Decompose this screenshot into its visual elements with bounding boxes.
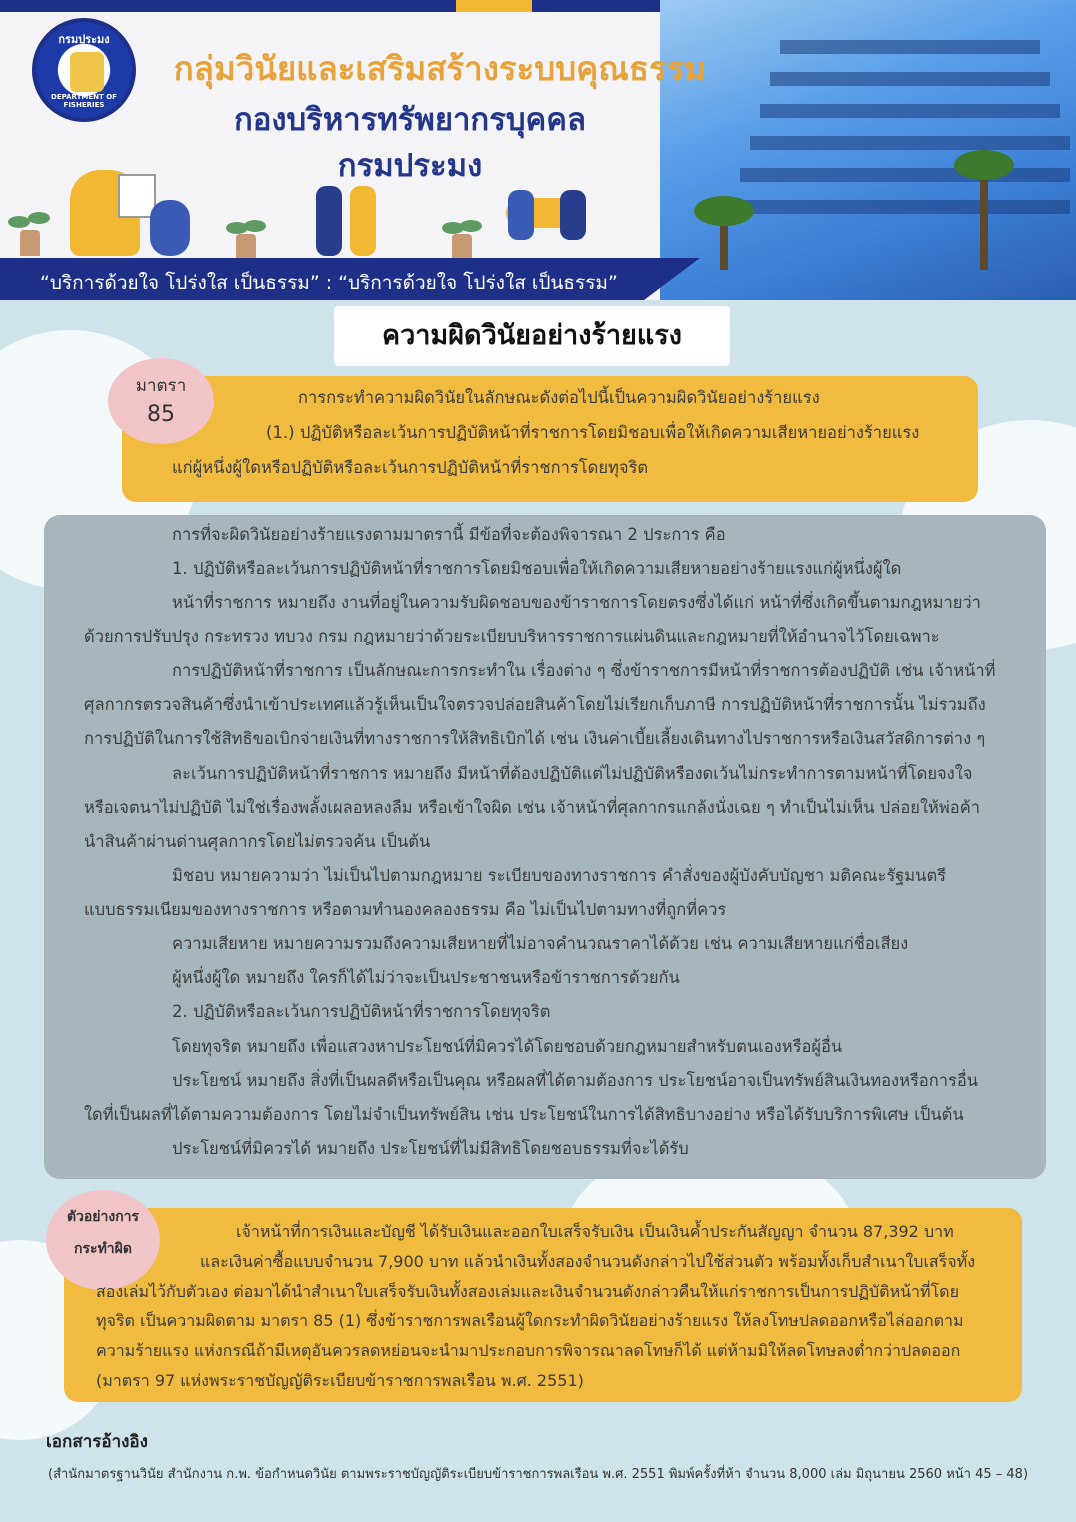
building-photo [660,0,1076,300]
explanation-line: 2. ปฏิบัติหรือละเว้นการปฏิบัติหน้าที่ราชการโดยทุจริต [172,1002,551,1021]
example-line: เจ้าหน้าที่การเงินและบัญชี ได้รับเงินและออกใบเสร็จรับเงิน เป็นเงินค้ำประกันสัญญา จำนวน 87,392 บาท [236,1222,954,1241]
header-title-1: กลุ่มวินัยและเสริมสร้างระบบคุณธรรม [173,49,707,88]
section-85-line: แก่ผู้หนึ่งผู้ใดหรือปฏิบัติหรือละเว้นการปฏิบัติหน้าที่ราชการโดยทุจริต [172,458,649,477]
section-85-badge [108,358,214,444]
explanation-line: ประโยชน์ หมายถึง สิ่งที่เป็นผลดีหรือเป็นคุณ หรือผลที่ได้ตามต้องการ ประโยชน์อาจเป็นทรัพย์สินเงินทองหรือการอื่น [172,1071,979,1090]
badge-label: มาตรา [135,376,187,396]
page-title: ความผิดวินัยอย่างร้ายแรง [334,306,730,366]
badge-number: 85 [147,402,175,427]
explanation-line: ประโยชน์ที่มิควรได้ หมายถึง ประโยชน์ที่ไม่มีสิทธิโดยชอบธรรมที่จะได้รับ [172,1139,689,1158]
page-header [0,0,1076,300]
motto-text: “บริการด้วยใจ โปร่งใส เป็นธรรม” : “บริการด้วยใจ โปร่งใส เป็นธรรม” [40,272,618,294]
explanation-line: การปฏิบัติในการใช้สิทธิขอเบิกจ่ายเงินที่ทางราชการให้สิทธิเบิกได้ เช่น เงินค่าเบี้ยเลี้ยงเดินทางไปราชการหรือเงินสวัสดิการต่าง ๆ [84,729,986,748]
explanation-line: ละเว้นการปฏิบัติหน้าที่ราชการ หมายถึง มีหน้าที่ต้องปฏิบัติแต่ไม่ปฏิบัติหรืองดเว้นไม่กระทำการตามหน้าที่โดยจงใจ [172,764,973,783]
explanation-line: หน้าที่ราชการ หมายถึง งานที่อยู่ในความรับผิดชอบของข้าราชการโดยตรงซึ่งได้แก่ หน้าที่ซึ่งเกิดขึ้นตามกฎหมายว่า [172,593,981,612]
example-line: สองเล่มไว้กับตัวเอง ต่อมาได้นำสำเนาใบเสร็จรับเงินทั้งสองเล่มและเงินจำนวนดังกล่าวคืนให้แก่ราชการเป็นการปฏิบัติหน้าที่โดย [96,1282,959,1301]
explanation-line: โดยทุจริต หมายถึง เพื่อแสวงหาประโยชน์ที่มิควรได้โดยชอบด้วยกฎหมายสำหรับตนเองหรือผู้อื่น [172,1037,843,1056]
explanation-line: ศุลกากรตรวจสินค้าซึ่งนำเข้าประเทศแล้วรู้เห็นเป็นใจตรวจปล่อยสินค้าโดยไม่เรียกเก็บภาษี การปฏิบัติหน้าที่ราชการนั้น ไม่รวมถึง [84,695,986,714]
explanation-line: 1. ปฏิบัติหรือละเว้นการปฏิบัติหน้าที่ราชการโดยมิชอบเพื่อให้เกิดความเสียหายอย่างร้ายแรงแก่ผู้หนึ่งผู้ใด [172,559,902,578]
header-stripe [0,0,760,12]
explanation-line: แบบธรรมเนียมของทางราชการ หรือตามทำนองคลองธรรม คือ ไม่เป็นไปตามทางที่ถูกที่ควร [84,900,727,919]
seal-top-text: กรมประมง [58,33,110,46]
example-line: ความร้ายแรง แห่งกรณีถ้ามีเหตุอันควรลดหย่อนจะนำมาประกอบการพิจารณาลดโทษก็ได้ แต่ห้ามมิให้ลดโทษลงต่ำกว่าปลดออก [96,1341,961,1360]
section-85-line: (1.) ปฏิบัติหรือละเว้นการปฏิบัติหน้าที่ราชการโดยมิชอบเพื่อให้เกิดความเสียหายอย่างร้ายแรง [266,423,920,442]
example-badge [46,1190,160,1290]
example-line: ทุจริต เป็นความผิดตาม มาตรา 85 (1) ซึ่งข้าราชการพลเรือนผู้ใดกระทำผิดวินัยอย่างร้ายแรง ให้ลงโทษปลดออกหรือไล่ออกตาม [96,1311,964,1330]
reference-label: เอกสารอ้างอิง [46,1432,148,1452]
explanation-line: หรือเจตนาไม่ปฏิบัติ ไม่ใช่เรื่องพลั้งเผลอหลงลืม หรือเข้าใจผิด เช่น เจ้าหน้าที่ศุลกากรแกล้งนั่งเฉย ๆ ทำเป็นไม่เห็น ปล่อยให้พ่อค้า [84,798,980,817]
example-badge-line: กระทำผิด [74,1241,132,1257]
seal-emblem-icon [70,52,104,92]
explanation-line: ด้วยการปรับปรุง กระทรวง ทบวง กรม กฎหมายว่าด้วยระเบียบบริหารราชการแผ่นดินและกฎหมายที่ให้อำนาจไว้โดยเฉพาะ [84,627,940,646]
section-85-line: การกระทำความผิดวินัยในลักษณะดังต่อไปนี้เป็นความผิดวินัยอย่างร้ายแรง [298,388,820,407]
explanation-line: การที่จะผิดวินัยอย่างร้ายแรงตามมาตรานี้ มีข้อที่จะต้องพิจารณา 2 ประการ คือ [172,525,726,544]
department-seal-logo [32,18,136,122]
explanation-line: มิชอบ หมายความว่า ไม่เป็นไปตามกฎหมาย ระเบียบของทางราชการ คำสั่งของผู้บังคับบัญชา มติคณะรัฐมนตรี [172,866,947,885]
office-people-illustration [0,150,640,260]
reference-text: (สำนักมาตรฐานวินัย สำนักงาน ก.พ. ข้อกำหนดวินัย ตามพระราชบัญญัติระเบียบข้าราชการพลเรือน พ.ศ. 2551 พิมพ์ครั้งที่ห้า จำนวน 8,000 เล่ม มิถุนายน 2560 หน้า 45 – 48) [48,1467,1029,1482]
explanation-line: ผู้หนึ่งผู้ใด หมายถึง ใครก็ได้ไม่ว่าจะเป็นประชาชนหรือข้าราชการด้วยกัน [172,968,680,987]
explanation-line: นำสินค้าผ่านด่านศุลกากรโดยไม่ตรวจค้น เป็นต้น [84,832,431,851]
example-line: และเงินค่าซื้อแบบจำนวน 7,900 บาท แล้วนำเงินทั้งสองจำนวนดังกล่าวไปใช้ส่วนตัว พร้อมทั้งเก็บสำเนาใบเสร็จทั้ง [200,1252,976,1271]
explanation-line: ความเสียหาย หมายความรวมถึงความเสียหายที่ไม่อาจคำนวณราคาได้ด้วย เช่น ความเสียหายแก่ชื่อเสียง [172,934,909,953]
header-title-3: กรมประมง [337,148,483,184]
explanation-line: ใดที่เป็นผลที่ได้ตามความต้องการ โดยไม่จำเป็นทรัพย์สิน เช่น ประโยชน์ในการได้สิทธิบางอย่าง หรือได้รับบริการพิเศษ เป็นต้น [84,1105,964,1124]
header-title-2: กองบริหารทรัพยากรบุคคล [233,102,586,138]
example-badge-line: ตัวอย่างการ [66,1209,140,1225]
seal-bottom-text: DEPARTMENT OF FISHERIES [51,93,117,109]
example-line: (มาตรา 97 แห่งพระราชบัญญัติระเบียบข้าราชการพลเรือน พ.ศ. 2551) [96,1371,584,1390]
explanation-line: การปฏิบัติหน้าที่ราชการ เป็นลักษณะการกระทำใน เรื่องต่าง ๆ ซึ่งข้าราชการมีหน้าที่ราชการต้องปฏิบัติ เช่น เจ้าหน้าที่ [172,661,996,680]
